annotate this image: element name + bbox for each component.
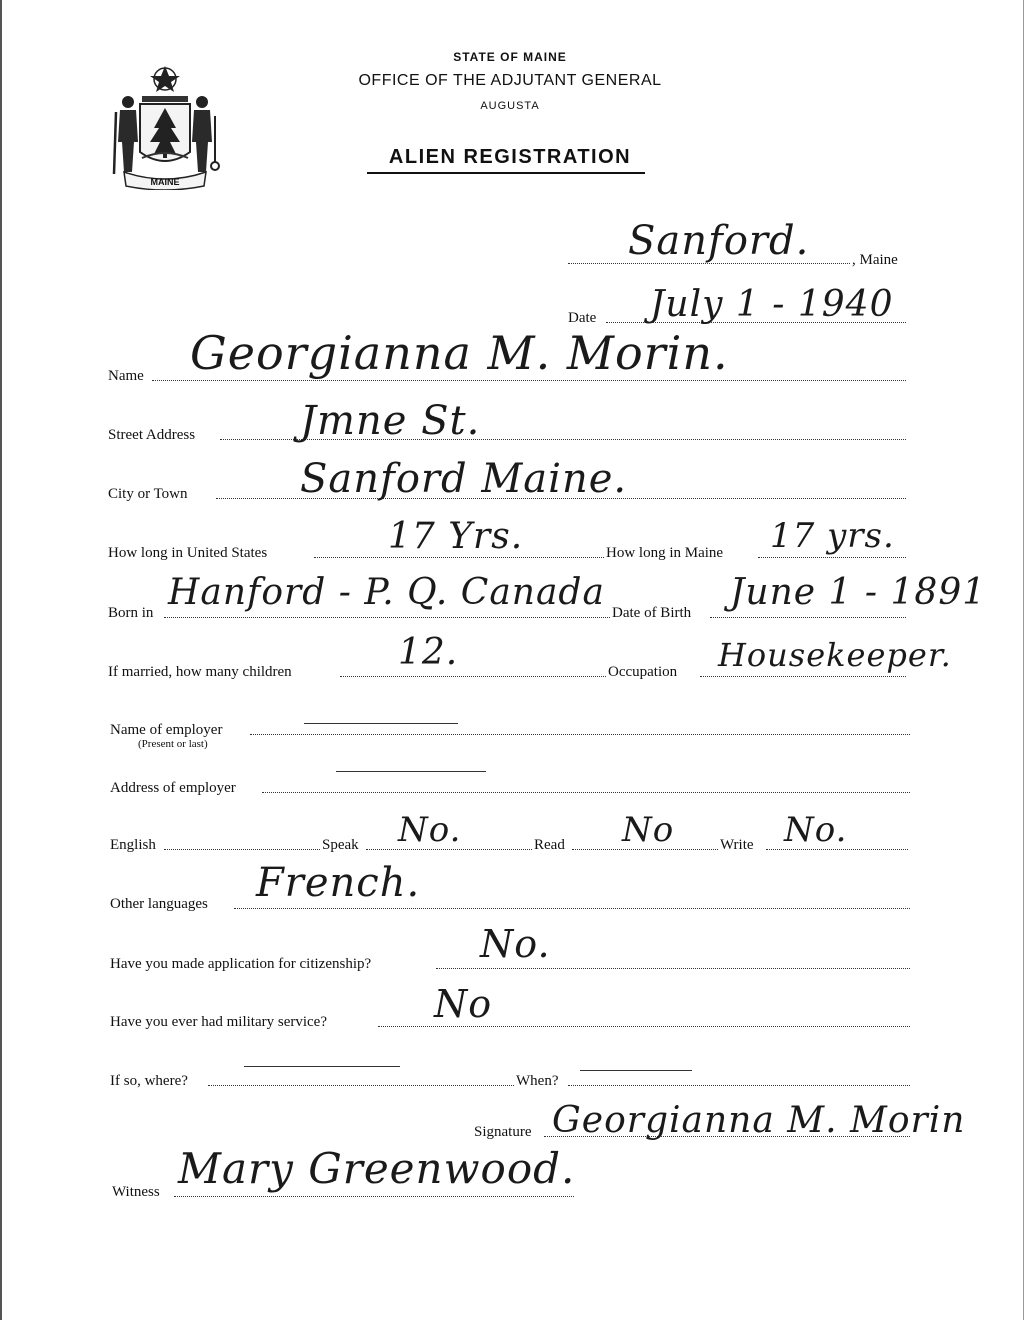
years-us-label: How long in United States [108, 545, 268, 561]
witness-entry: Mary Greenwood. [178, 1144, 576, 1193]
employer-note: (Present or last) [138, 738, 208, 750]
born-in-label: Born in [108, 605, 154, 621]
office-heading: OFFICE OF THE ADJUTANT GENERAL [358, 72, 662, 89]
when-dash [580, 1070, 692, 1071]
signature-entry: Georgianna M. Morin [552, 1100, 966, 1141]
employer-address-line [262, 792, 910, 793]
english-label: English [110, 837, 156, 853]
occupation-entry: Housekeeper. [718, 636, 952, 674]
where-dash [244, 1066, 400, 1067]
street-entry: Jmne St. [300, 398, 481, 444]
write-label: Write [720, 837, 754, 853]
city-heading: AUGUSTA [480, 100, 540, 112]
signature-label: Signature [474, 1124, 532, 1140]
dob-entry: June 1 - 1891 [730, 572, 987, 613]
street-label: Street Address [108, 427, 196, 443]
speak-label: Speak [322, 837, 359, 853]
town-entry: Sanford. [628, 218, 810, 264]
years-maine-entry: 17 yrs. [770, 516, 895, 556]
speak-entry: No. [398, 810, 462, 850]
seal-banner-text: MAINE [150, 177, 180, 187]
occupation-line [700, 676, 906, 677]
read-entry: No [622, 810, 675, 850]
write-entry: No. [784, 810, 848, 850]
military-entry: No [434, 982, 493, 1026]
employer-line [250, 734, 910, 735]
born-in-line [164, 617, 610, 618]
date-entry: July 1 - 1940 [650, 284, 894, 325]
citizenship-entry: No. [480, 922, 551, 966]
military-label: Have you ever had military service? [110, 1014, 327, 1030]
form-title: ALIEN REGISTRATION [388, 146, 632, 168]
other-languages-label: Other languages [110, 896, 208, 912]
employer-address-dash [336, 771, 486, 772]
years-us-line [314, 557, 604, 558]
children-entry: 12. [398, 632, 459, 673]
employer-address-label: Address of employer [110, 780, 236, 796]
dob-line [710, 617, 906, 618]
where-label: If so, where? [110, 1073, 188, 1089]
employer-dash [304, 723, 458, 724]
city-entry: Sanford Maine. [300, 456, 628, 502]
title-underline [367, 172, 645, 174]
children-label: If married, how many children [108, 664, 292, 680]
citizenship-label: Have you made application for citizenship? [110, 956, 372, 972]
when-line [568, 1085, 910, 1086]
maine-label: , Maine [852, 252, 898, 268]
dob-label: Date of Birth [612, 605, 692, 621]
english-line [164, 849, 320, 850]
employer-label: Name of employer [110, 722, 223, 738]
years-maine-label: How long in Maine [606, 545, 724, 561]
other-languages-entry: French. [256, 860, 421, 906]
years-maine-line [758, 557, 906, 558]
state-heading: STATE OF MAINE [453, 50, 567, 64]
other-languages-line [234, 908, 910, 909]
read-label: Read [534, 837, 565, 853]
name-label: Name [108, 368, 144, 384]
city-label: City or Town [108, 486, 188, 502]
maine-state-seal [110, 62, 220, 190]
name-entry: Georgianna M. Morin. [190, 326, 729, 380]
born-in-entry: Hanford - P. Q. Canada [168, 572, 605, 613]
where-line [208, 1085, 514, 1086]
when-label: When? [516, 1073, 559, 1089]
witness-label: Witness [112, 1184, 160, 1200]
date-label: Date [568, 310, 597, 326]
military-line [378, 1026, 910, 1027]
children-line [340, 676, 606, 677]
witness-line [174, 1196, 574, 1197]
years-us-entry: 17 Yrs. [388, 516, 524, 557]
citizenship-line [436, 968, 910, 969]
name-line [152, 380, 906, 381]
occupation-label: Occupation [608, 664, 678, 680]
